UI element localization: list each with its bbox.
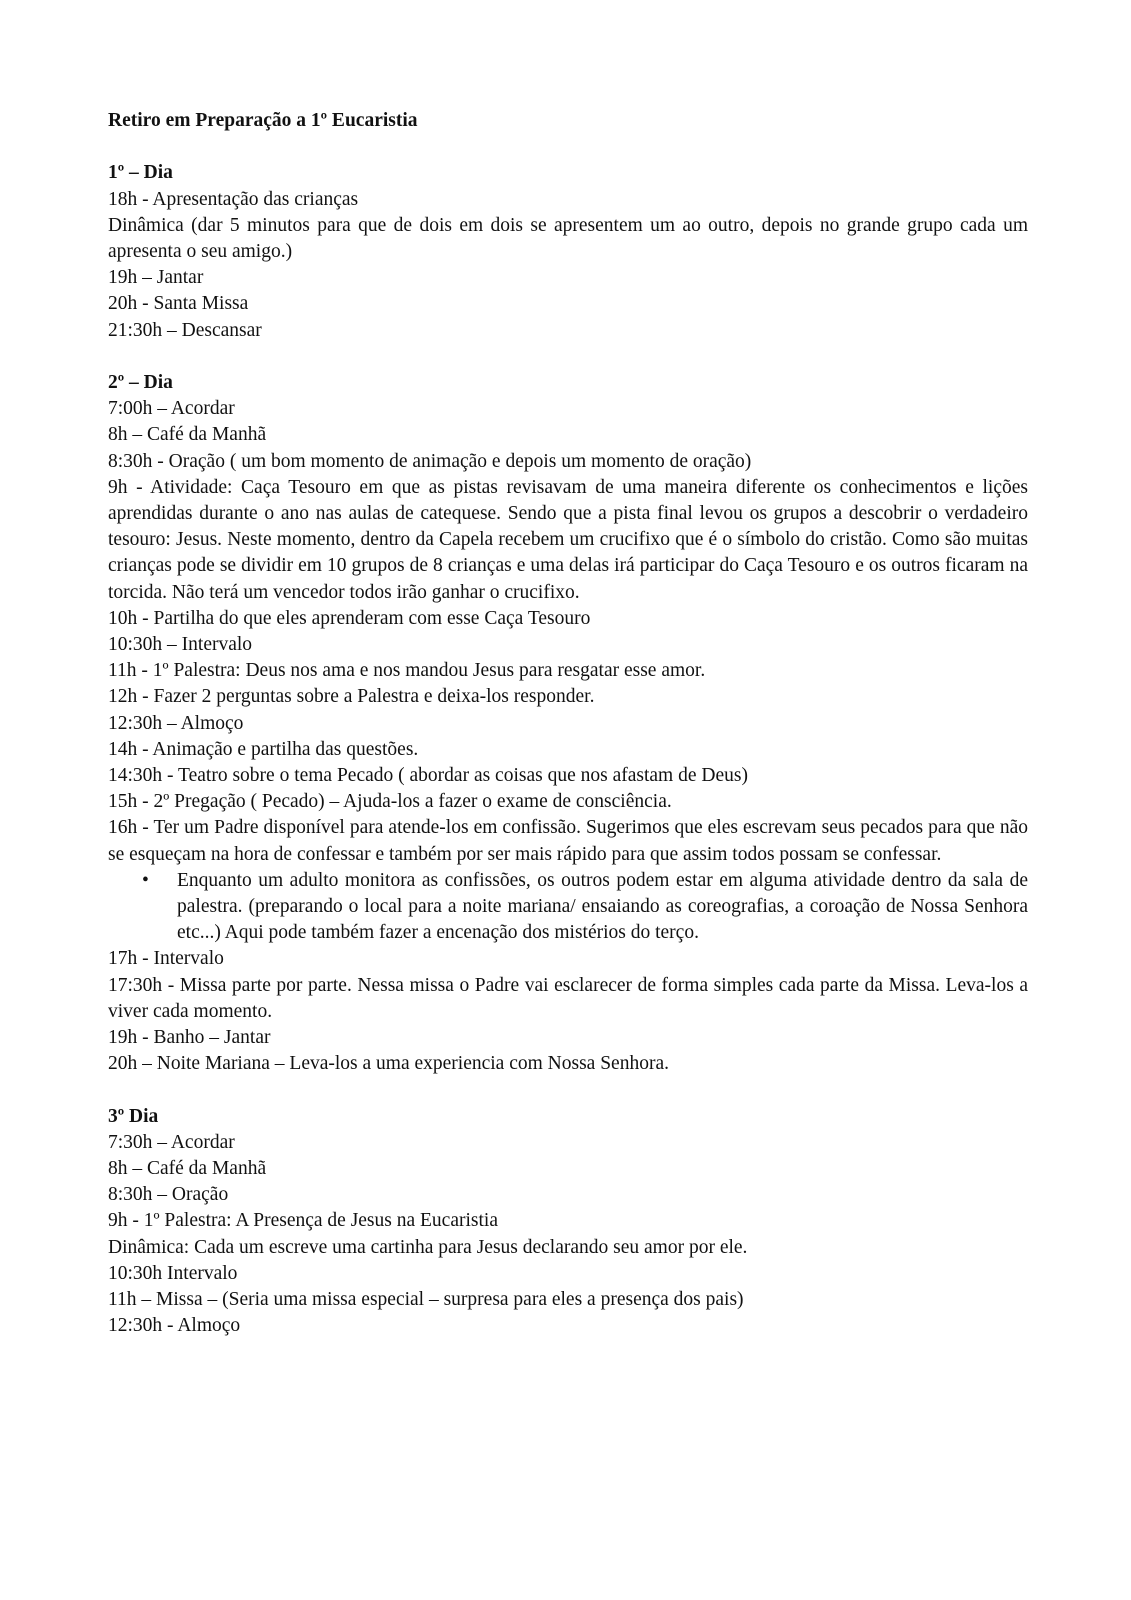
- schedule-line: Dinâmica (dar 5 minutos para que de dois em dois se apresentem um ao outro, depois no grande grupo cada um apresenta o seu amigo.): [108, 214, 1028, 262]
- schedule-line: 20h – Noite Mariana – Leva-los a uma experiencia com Nossa Senhora.: [108, 1053, 669, 1075]
- schedule-line: 20h - Santa Missa: [108, 293, 249, 315]
- schedule-line: 8:30h - Oração ( um bom momento de animação e depois um momento de oração): [108, 450, 752, 472]
- schedule-line: 7:30h – Acordar: [108, 1131, 235, 1153]
- schedule-line: 21:30h – Descansar: [108, 319, 262, 341]
- schedule-line: 12:30h – Almoço: [108, 712, 244, 734]
- day-heading: 3º Dia: [108, 1105, 159, 1127]
- schedule-line: 18h - Apresentação das crianças: [108, 188, 359, 210]
- day-heading: 2º – Dia: [108, 372, 173, 393]
- bullet-item: [108, 868, 1028, 947]
- schedule-line: 10:30h Intervalo: [108, 1262, 238, 1284]
- document-title: Retiro em Preparação a 1º Eucaristia: [108, 110, 418, 131]
- schedule-line: 14h - Animação e partilha das questões.: [108, 738, 419, 760]
- schedule-line: 8h – Café da Manhã: [108, 424, 267, 446]
- schedule-line: 8:30h – Oração: [108, 1184, 229, 1206]
- schedule-line: 8h – Café da Manhã: [108, 1158, 267, 1180]
- bullet-icon: •: [142, 869, 149, 891]
- schedule-line: 17h - Intervalo: [108, 948, 224, 970]
- schedule-line: Dinâmica: Cada um escreve uma cartinha para Jesus declarando seu amor por ele.: [108, 1236, 748, 1258]
- document-page: [108, 108, 1028, 1340]
- schedule-line: 7:00h – Acordar: [108, 398, 235, 420]
- schedule-line: 17:30h - Missa parte por parte. Nessa missa o Padre vai esclarecer de forma simples cada parte da Missa. Leva-los a viver cada momento.: [108, 974, 1028, 1022]
- schedule-line: 14:30h - Teatro sobre o tema Pecado ( abordar as coisas que nos afastam de Deus): [108, 765, 748, 787]
- schedule-line: 9h - 1º Palestra: A Presença de Jesus na Eucaristia: [108, 1210, 498, 1232]
- schedule-line: 10h - Partilha do que eles aprenderam com esse Caça Tesouro: [108, 607, 591, 629]
- schedule-line: 11h - 1º Palestra: Deus nos ama e nos mandou Jesus para resgatar esse amor.: [108, 660, 706, 682]
- schedule-line: 10:30h – Intervalo: [108, 634, 253, 656]
- day-section-1: [108, 160, 1028, 343]
- day-heading: 1º – Dia: [108, 162, 173, 184]
- schedule-line: 15h - 2º Pregação ( Pecado) – Ajuda-los a fazer o exame de consciência.: [108, 791, 672, 813]
- schedule-line: 19h – Jantar: [108, 267, 204, 289]
- schedule-line: 16h - Ter um Padre disponível para atende-los em confissão. Sugerimos que eles escrevam seus pecados para que não se esqueçam na hora de confessar e também por ser mais rápido para que assim todos possam se confessar.: [108, 817, 1028, 865]
- day-section-2: [108, 370, 1028, 1077]
- schedule-line: 12:30h - Almoço: [108, 1315, 241, 1337]
- schedule-line: 19h - Banho – Jantar: [108, 1027, 271, 1049]
- day-section-3: [108, 1104, 1028, 1340]
- schedule-line: 9h - Atividade: Caça Tesouro em que as pistas revisavam de uma maneira diferente os conhecimentos e lições aprendidas durante o ano nas aulas de catequese. Sendo que a pista final levou os grupos a descobrir o verdadeiro tesouro: Jesus. Neste momento, dentro da Capela recebem um crucifixo que é o símbolo do cristão. Como são muitas crianças pode se dividir em 10 grupos de 8 crianças e uma delas irá participar do Caça Tesouro e os outros ficaram na torcida. Não terá um vencedor todos irão ganhar o crucifixo.: [108, 476, 1028, 603]
- schedule-line: 11h – Missa – (Seria uma missa especial – surpresa para eles a presença dos pais): [108, 1289, 744, 1311]
- bullet-text: Enquanto um adulto monitora as confissões, os outros podem estar em alguma atividade dentro da sala de palestra. (preparando o local para a noite mariana/ ensaiando as coreografias, a coroação de Nossa Senhora etc...) Aqui pode também fazer a encenação dos mistérios do terço.: [177, 869, 1028, 944]
- schedule-line: 12h - Fazer 2 perguntas sobre a Palestra e deixa-los responder.: [108, 686, 595, 708]
